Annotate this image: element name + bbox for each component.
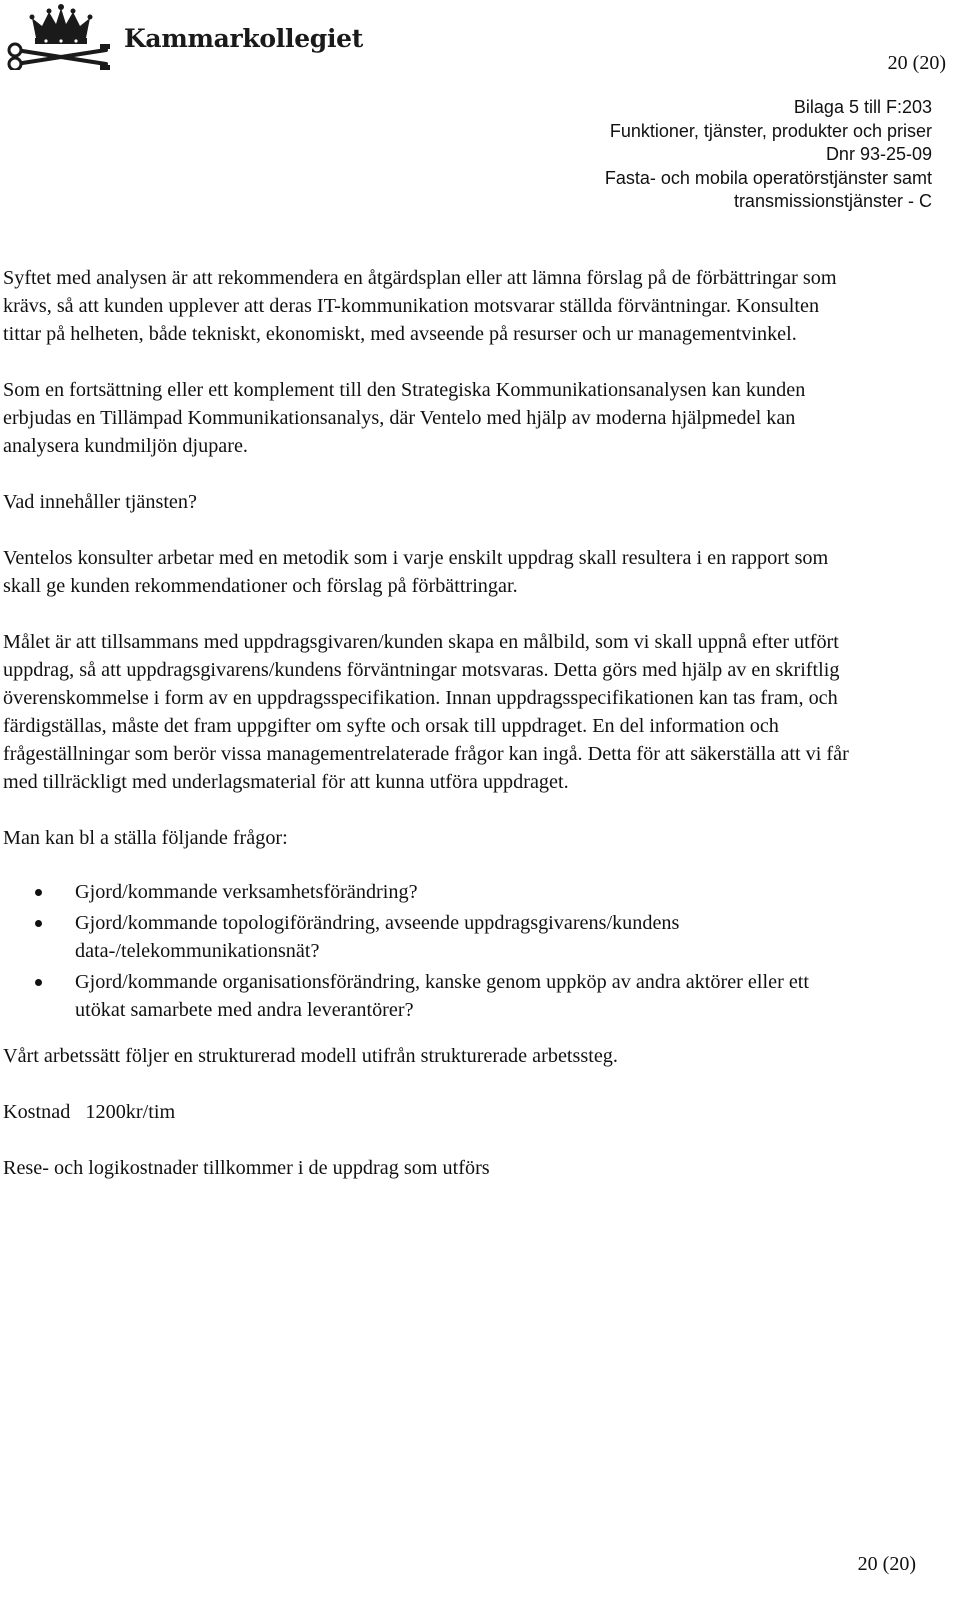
document-body	[3, 264, 853, 1210]
list-item-text: Gjord/kommande topologiförändring, avseende uppdragsgivarens/kundens data-/telekommunikationsnät?	[75, 912, 680, 962]
bullet-icon	[35, 889, 42, 896]
list-item	[3, 968, 853, 1024]
logo-wordmark: Kammarkollegiet	[124, 24, 364, 53]
kammarkollegiet-logo	[6, 4, 364, 70]
list-item-text: Gjord/kommande organisationsförändring, kanske genom uppköp av andra aktörer eller ett utökat samarbete med andra leverantörer?	[75, 971, 810, 1021]
cost-line: Kostnad 1200kr/tim	[3, 1101, 176, 1123]
bullet-icon	[35, 979, 42, 986]
attachment-reference: Bilaga 5 till F:203	[793, 97, 932, 117]
paragraph-method: Ventelos konsulter arbetar med en metodik som i varje enskilt uppdrag skall resultera i en rapport som skall ge kunden rekommendationer och förslag på förbättringar.	[3, 547, 829, 597]
list-item	[3, 878, 853, 906]
section-heading: Vad innehåller tjänsten?	[3, 491, 197, 513]
document-reference-block	[605, 96, 932, 214]
paragraph-goal: Målet är att tillsammans med uppdragsgivaren/kunden skapa en målbild, som vi skall uppnå efter utfört uppdrag, så att uppdragsgivarens/kundens förväntningar motsvaras. Detta görs med hjälp av en skriftlig överenskommelse i form av en uppdragsspecifikation. Innan uppdragsspecifikationen kan tas fram, och färdigställas, måste det fram uppgifter om syfte och orsak till uppdraget. En del information och frågeställningar som berör vissa managementrelaterade frågor kan ingå. Detta för att säkerställa att vi får med tillräckligt med underlagsmaterial för att kunna utföra uppdraget.	[3, 631, 849, 793]
section-title: Funktioner, tjänster, produkter och priser	[609, 120, 932, 141]
crown-keys-emblem-icon	[6, 4, 116, 70]
list-item-text: Gjord/kommande verksamhetsförändring?	[75, 881, 418, 903]
question-list	[3, 878, 853, 1024]
paragraph-work-method: Vårt arbetssätt följer en strukturerad modell utifrån strukturerade arbetssteg.	[3, 1045, 618, 1067]
list-intro: Man kan bl a ställa följande frågor:	[3, 827, 288, 849]
page-number-bottom: 20 (20)	[857, 1553, 916, 1575]
diary-number: Dnr 93-25-09	[825, 144, 932, 164]
contract-area-line-1: Fasta- och mobila operatörstjänster samt	[604, 167, 932, 188]
paragraph-travel-costs: Rese- och logikostnader tillkommer i de uppdrag som utförs	[3, 1157, 490, 1179]
contract-area-line-2: transmissionstjänster - C	[733, 191, 932, 211]
page-number-top: 20 (20)	[887, 52, 946, 74]
list-item	[3, 909, 853, 965]
bullet-icon	[35, 920, 42, 927]
paragraph-continuation: Som en fortsättning eller ett komplement till den Strategiska Kommunikationsanalysen kan kunden erbjudas en Tillämpad Kommunikationsanalys, där Ventelo med hjälp av moderna hjälpmedel kan analysera kundmiljön djupare.	[3, 379, 806, 457]
paragraph-purpose: Syftet med analysen är att rekommendera en åtgärdsplan eller att lämna förslag på de förbättringar som krävs, så att kunden upplever att deras IT-kommunikation motsvarar ställda förväntningar. Konsulten tittar på helheten, både tekniskt, ekonomiskt, med avseende på resurser och ur managementvinkel.	[3, 267, 837, 345]
